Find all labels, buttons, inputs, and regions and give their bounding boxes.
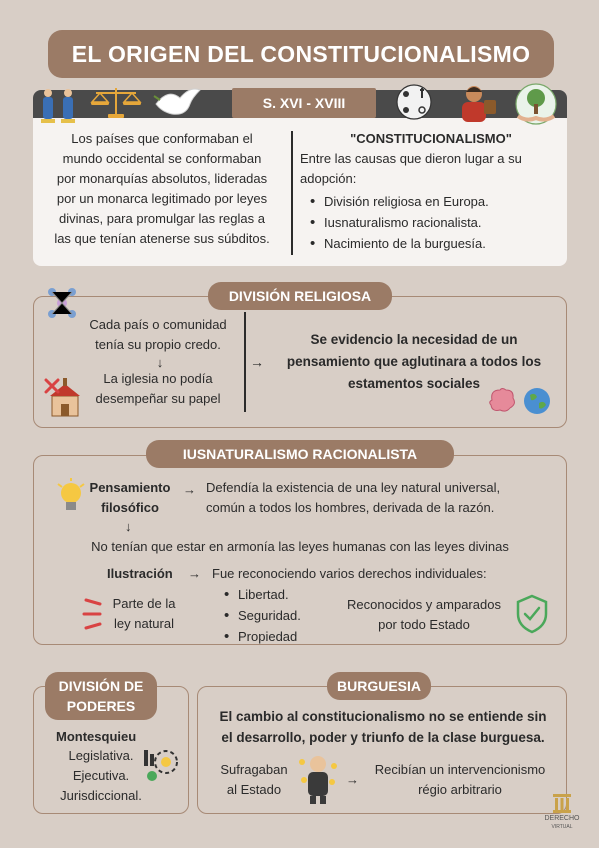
conclusion-line: pensamiento que aglutinara a todos los <box>286 354 542 369</box>
emphasis-marks-icon <box>82 594 106 634</box>
conclusion-line: Se evidencio la necesidad de un <box>310 332 518 347</box>
religiosa-line: tenía su propio credo. <box>95 337 221 352</box>
intro-right-text <box>300 129 562 254</box>
scales-icon <box>88 84 144 120</box>
globe-icon <box>522 386 552 416</box>
sufragaban-text <box>212 760 296 800</box>
right-item: • Seguridad. <box>222 605 301 626</box>
religiosa-arrow: → <box>250 354 264 370</box>
cause-item: • Iusnaturalismo racionalista. <box>308 212 562 233</box>
recibian-text <box>362 760 558 800</box>
rich-man-icon <box>298 752 338 806</box>
brain-icon <box>486 386 518 414</box>
intro-left-line: divinas, para promulgar las reglas a <box>59 211 265 226</box>
reconocidos-line: Reconocidos y amparados <box>347 597 501 612</box>
ius-arrow-1: → <box>183 482 196 497</box>
statement-line: El cambio al constitucionalismo no se entiende sin <box>219 709 547 724</box>
power-item: Jurisdiccional. <box>60 788 142 803</box>
religiosa-left-bottom <box>78 369 238 409</box>
montesquieu-label: Montesquieu <box>56 729 137 744</box>
recibian-line: régio arbitrario <box>418 782 502 797</box>
parte-line: Parte de la <box>112 596 176 611</box>
page-title: EL ORIGEN DEL CONSTITUCIONALISMO <box>48 30 554 78</box>
intro-left-line: mundo occidental se conformaban <box>62 151 262 166</box>
cause-item: • Nacimiento de la burguesía. <box>308 233 562 254</box>
power-item: Legislativa. <box>68 748 134 763</box>
religiosa-line: Cada país o comunidad <box>89 317 227 332</box>
right-item: • Libertad. <box>222 584 301 605</box>
period-label: S. XVI - XVIII <box>232 88 376 118</box>
division-religiosa-label: DIVISIÓN RELIGIOSA <box>208 282 392 310</box>
parte-line: ley natural <box>114 616 174 631</box>
religiosa-line: desempeñar su papel <box>95 391 221 406</box>
down-arrow: ↓ <box>156 355 164 370</box>
intro-left-line: por monarquías absolutos, lideradas <box>56 171 268 186</box>
cause-item: • División religiosa en Europa. <box>308 191 562 212</box>
justice-statues-icon <box>36 86 82 126</box>
intro-right-line: Entre las causas que dieron lugar a su <box>300 151 522 166</box>
logo-subtitle: VIRTUAL <box>551 824 573 830</box>
merchant-icon <box>450 82 506 126</box>
power-item: Ejecutiva. <box>72 768 130 783</box>
religiosa-divider <box>244 312 246 412</box>
poderes-label-line: DIVISIÓN DE <box>58 678 144 694</box>
intro-left-line: Los países que conformaban el <box>71 131 253 146</box>
logo-text <box>536 815 588 831</box>
ilustracion-label: Ilustración <box>107 566 173 581</box>
column-logo-icon <box>551 792 573 814</box>
causes-list <box>308 191 562 254</box>
intro-left-line: las que tenían atenerse sus súbditos. <box>54 231 270 246</box>
intro-divider <box>291 131 293 255</box>
shield-check-icon <box>514 594 550 634</box>
term-text: "CONSTITUCIONALISMO" <box>350 131 512 146</box>
rights-list <box>222 584 301 647</box>
religiosa-left-top <box>78 315 238 355</box>
people-network-icon <box>42 284 82 324</box>
defendia-line: Defendía la existencia de una ley natural universal, <box>206 480 501 495</box>
term-heading <box>300 129 562 149</box>
no-tenian-text: No tenían que estar en armonía las leyes humanas con las leyes divinas <box>91 539 509 554</box>
religions-icon <box>392 82 436 122</box>
defendia-text <box>206 478 556 518</box>
iusnaturalismo-label: IUSNATURALISMO RACIONALISTA <box>146 440 454 468</box>
pensamiento-line: Pensamiento <box>89 480 171 495</box>
powers-list <box>46 746 156 806</box>
reconocidos-line: por todo Estado <box>378 617 470 632</box>
pensamiento-line: filosófico <box>101 500 159 515</box>
tree-hands-icon <box>510 82 562 128</box>
sufragaban-line: Sufragaban <box>220 762 288 777</box>
dove-icon <box>150 82 206 122</box>
ius-arrow-2: → <box>188 566 201 581</box>
pensamiento-label <box>82 478 178 518</box>
burguesia-label: BURGUESIA <box>327 672 431 700</box>
intro-left-line: por un monarca legitimado por leyes <box>56 191 268 206</box>
poderes-label-line: PODERES <box>66 698 136 714</box>
intro-left-text <box>42 129 282 249</box>
gears-chart-icon <box>142 744 182 784</box>
intro-right-line: adopción: <box>300 171 357 186</box>
church-crossed-icon <box>44 376 86 420</box>
division-poderes-label <box>45 672 157 720</box>
parte-ley-text <box>104 594 184 634</box>
burguesia-arrow: → <box>346 772 359 787</box>
fue-reconociendo-text: Fue reconociendo varios derechos individuales: <box>212 566 487 581</box>
ius-down-arrow: ↓ <box>125 519 132 534</box>
right-item: • Propiedad <box>222 626 301 647</box>
logo-title: DERECHO <box>544 815 580 822</box>
statement-line: el desarrollo, poder y triunfo de la clase burguesa. <box>221 730 545 745</box>
sufragaban-line: al Estado <box>226 782 282 797</box>
religiosa-line: La iglesia no podía <box>103 371 213 386</box>
burguesia-statement <box>204 706 562 748</box>
defendia-line: común a todos los hombres, derivada de la razón. <box>206 500 495 515</box>
reconocidos-text <box>334 595 514 635</box>
recibian-line: Recibían un intervencionismo <box>374 762 546 777</box>
conclusion-line: estamentos sociales <box>347 376 481 391</box>
